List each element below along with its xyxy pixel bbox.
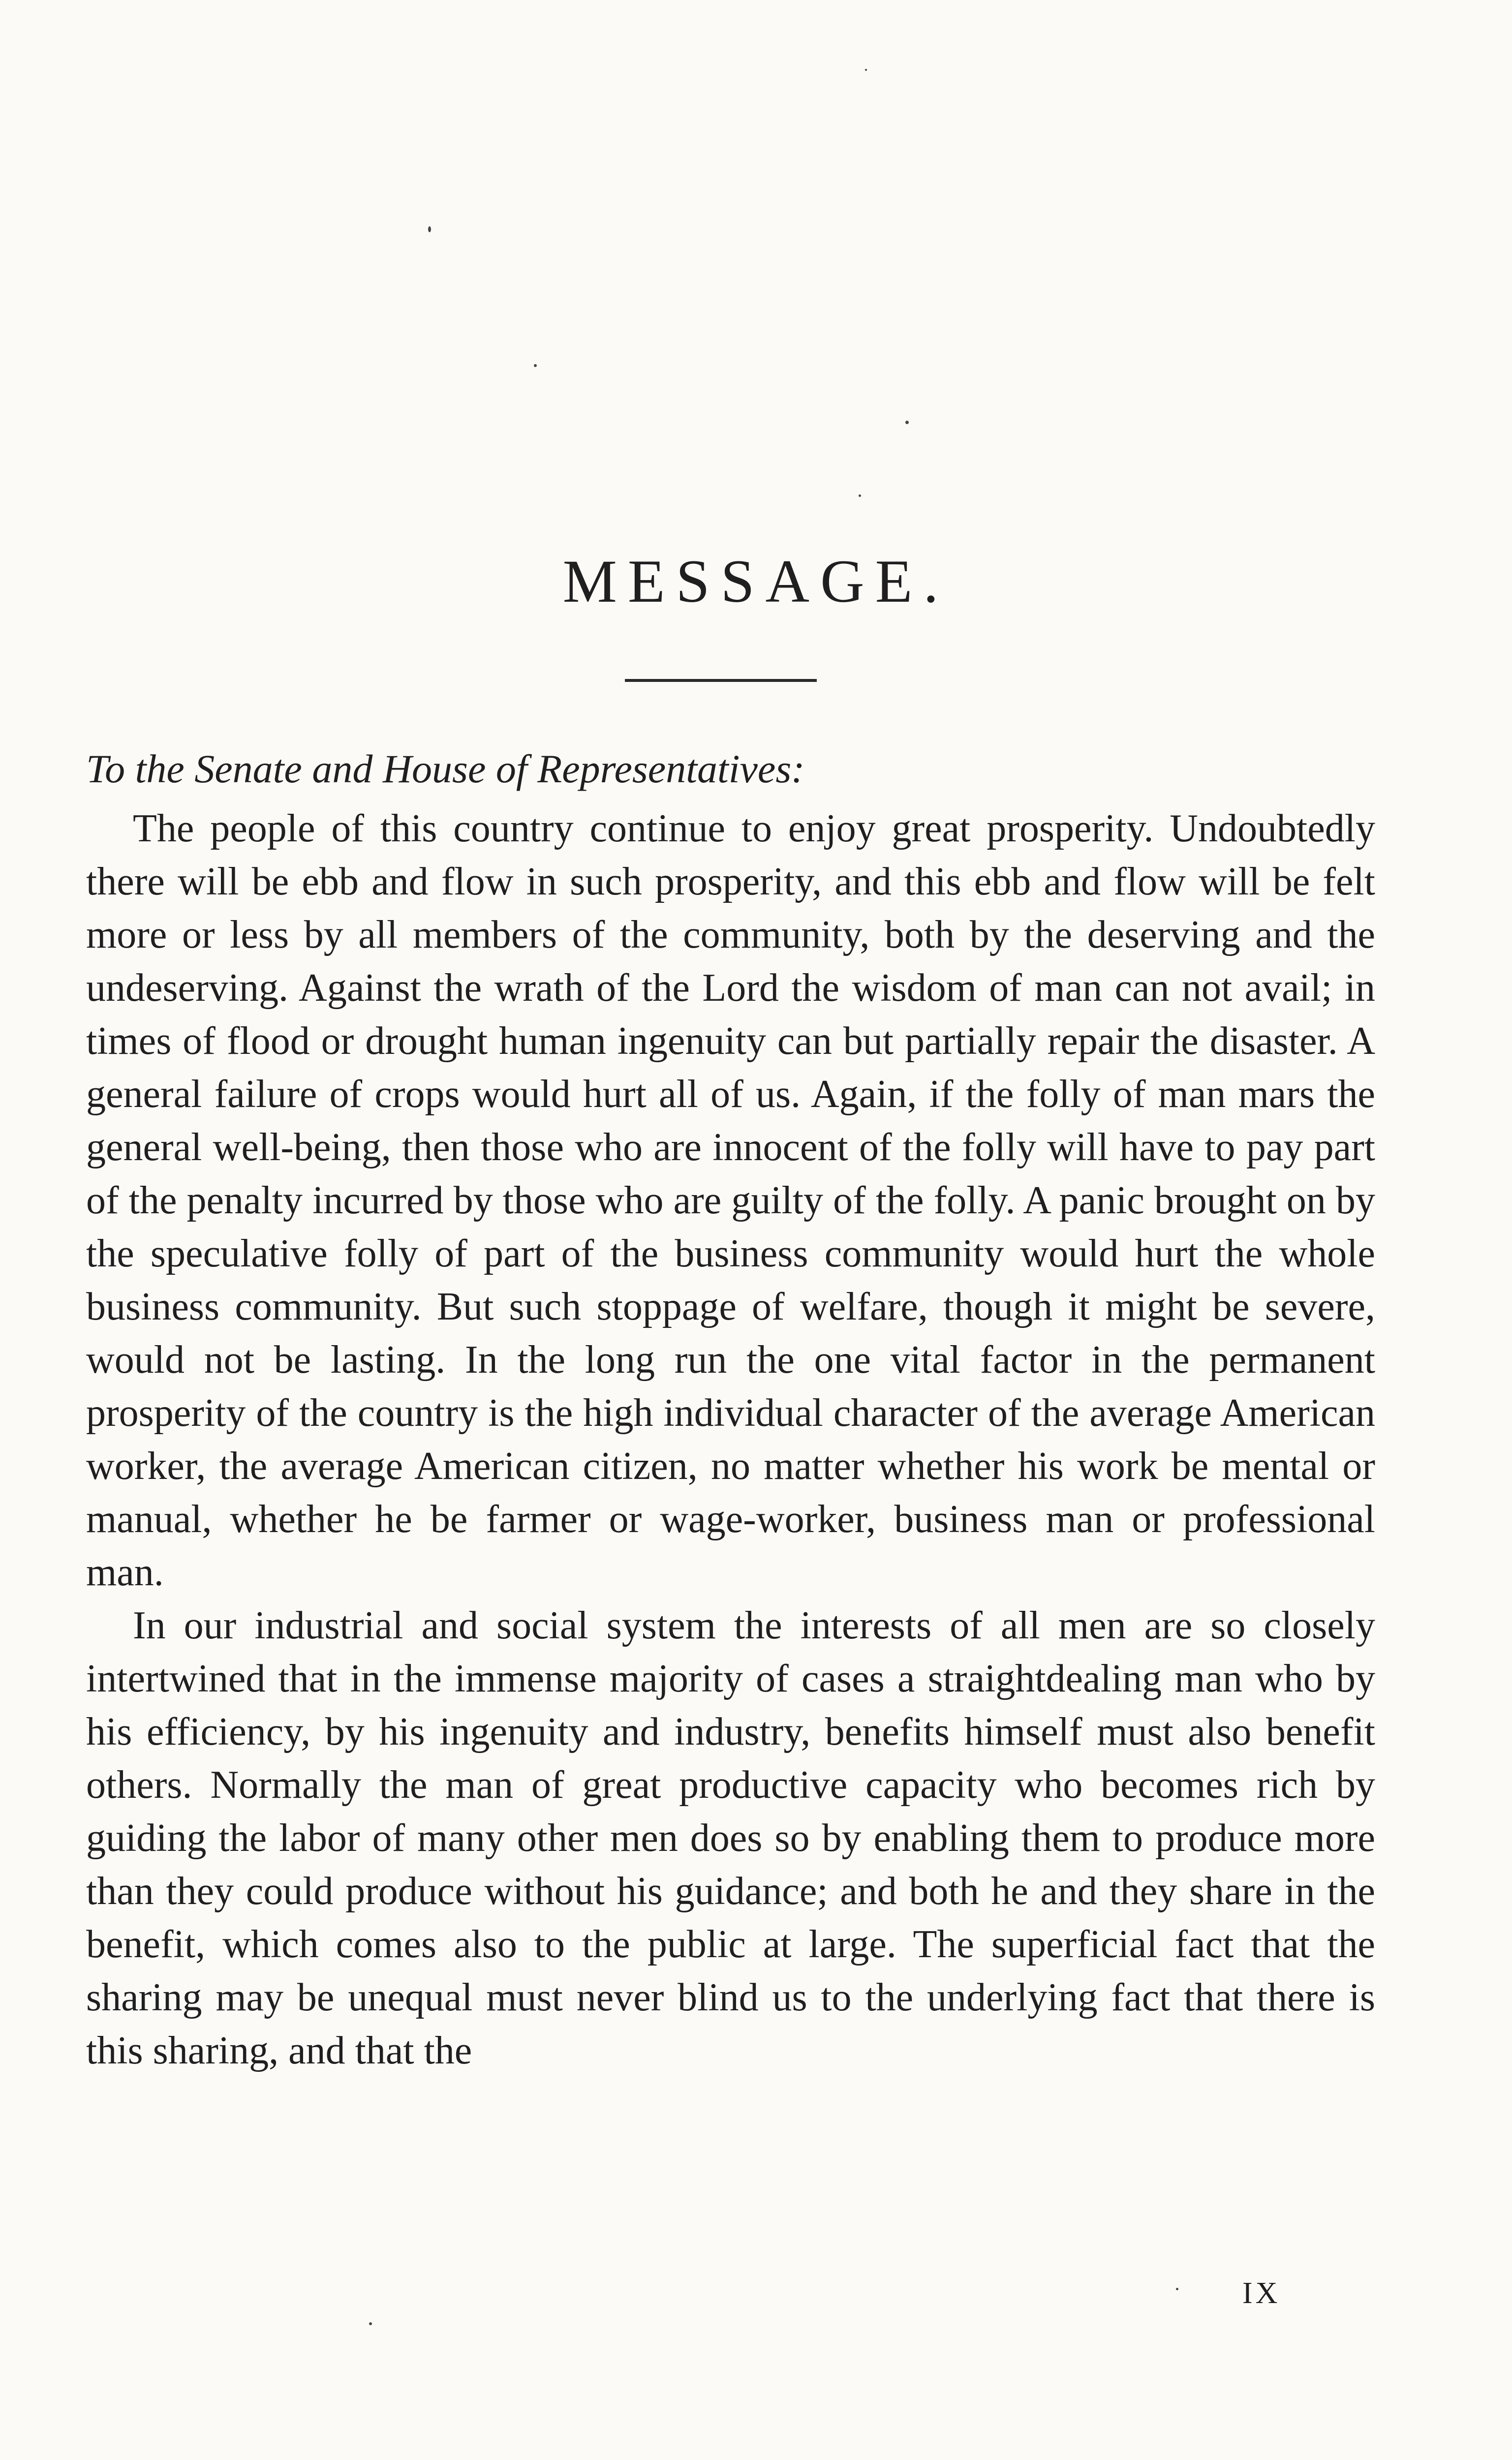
ink-speck bbox=[905, 421, 909, 424]
ink-speck bbox=[534, 364, 537, 367]
title-rule bbox=[625, 679, 817, 682]
page-number: IX bbox=[1242, 2276, 1281, 2310]
salutation: To the Senate and House of Representatives: bbox=[86, 746, 805, 791]
paragraph-1: The people of this country continue to enjoy great prosperity. Undoubtedly there will be ebb and flow in such prosperity, and this ebb and flow will be felt more or less by all members of the community, both by the deserving and the undeserving. Against the wrath of the Lord the wisdom of man can not avail; in times of flood or drought human ingenuity can but partially repair the disaster. A general failure of crops would hurt all of us. Again, if the folly of man mars the general well-being, then those who are innocent of the folly will have to pay part of the penalty incurred by those who are guilty of the folly. A panic brought on by the speculative folly of part of the business community would hurt the whole business community. But such stoppage of welfare, though it might be severe, would not be lasting. In the long run the one vital factor in the permanent prosperity of the country is the high individual character of the average American worker, the average American citizen, no matter whether his work be mental or manual, whether he be farmer or wage-worker, business man or professional man. bbox=[86, 807, 1375, 1594]
page-title: MESSAGE. bbox=[562, 548, 950, 615]
ink-speck bbox=[369, 2322, 372, 2325]
ink-speck bbox=[865, 69, 867, 71]
ink-speck bbox=[859, 494, 861, 497]
ink-speck bbox=[1176, 2288, 1178, 2290]
body-text bbox=[86, 802, 1375, 2077]
paragraph-2: In our industrial and social system the interests of all men are so closely intertwined that in the immense majority of cases a straightdealing man who by his efficiency, by his ingenuity and industry, benefits himself must also benefit others. Normally the man of great productive capacity who becomes rich by guiding the labor of many other men does so by enabling them to produce more than they could produce without his guidance; and both he and they share in the benefit, which comes also to the public at large. The superficial fact that the sharing may be unequal must never blind us to the underlying fact that there is this sharing, and that the bbox=[86, 1604, 1375, 2072]
ink-speck bbox=[428, 226, 431, 232]
